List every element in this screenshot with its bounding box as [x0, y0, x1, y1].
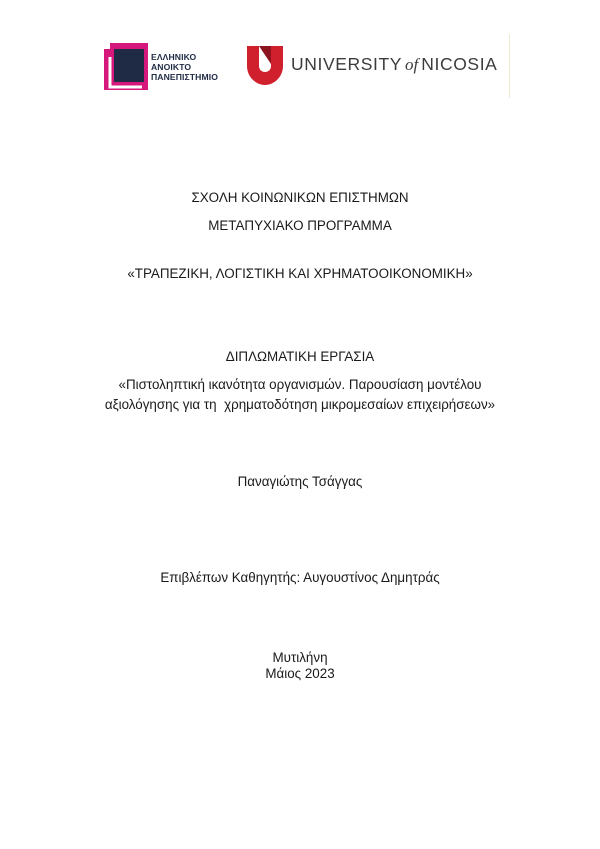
program-title: «ΤΡΑΠΕΖΙΚΗ, ΛΟΓΙΣΤΙΚΗ ΚΑΙ ΧΡΗΜΑΤΟΟΙΚΟΝΟΜΙΚΗ» [127, 266, 473, 281]
unic-word-of: of [405, 55, 419, 74]
eap-emblem-icon [104, 43, 150, 91]
author-name: Παναγιώτης Τσάγγας [237, 474, 363, 489]
thesis-type: ΔΙΠΛΩΜΑΤΙΚΗ ΕΡΓΑΣΙΑ [225, 349, 375, 364]
supervisor: Επιβλέπων Καθηγητής: Αυγουστίνος Δημητράς [160, 570, 440, 585]
thesis-title-line-2: αξιολόγησης για τη χρηματοδότηση μικρομεσαίων επιχειρήσεων» [104, 397, 496, 412]
unic-word-university: UNIVERSITY [291, 54, 403, 74]
unic-wordmark [291, 54, 497, 75]
hellenic-open-university-logo [104, 43, 234, 91]
city: Μυτιλήνη [272, 650, 328, 665]
eap-line-1: ΕΛΛΗΝΙΚΟ [151, 52, 197, 62]
university-of-nicosia-logo [246, 44, 506, 88]
unic-word-nicosia: NICOSIA [421, 54, 498, 74]
thesis-title-line-1: «Πιστοληπτική ικανότητα οργανισμών. Παρουσίαση μοντέλου [118, 377, 482, 392]
school-name: ΣΧΟΛΗ ΚΟΙΝΩΝΙΚΩΝ ΕΠΙΣΤΗΜΩΝ [191, 190, 409, 205]
unic-shield-icon [246, 44, 284, 86]
date: Μάιος 2023 [265, 666, 335, 681]
logo-divider-line [509, 34, 510, 98]
program-type: ΜΕΤΑΠΥΧΙΑΚΟ ΠΡΟΓΡΑΜΜΑ [208, 218, 392, 233]
eap-wordmark [151, 52, 218, 83]
eap-line-3: ΠΑΝΕΠΙΣΤΗΜΙΟ [151, 72, 218, 83]
eap-line-2: ΑΝΟΙΚΤΟ [151, 62, 192, 73]
